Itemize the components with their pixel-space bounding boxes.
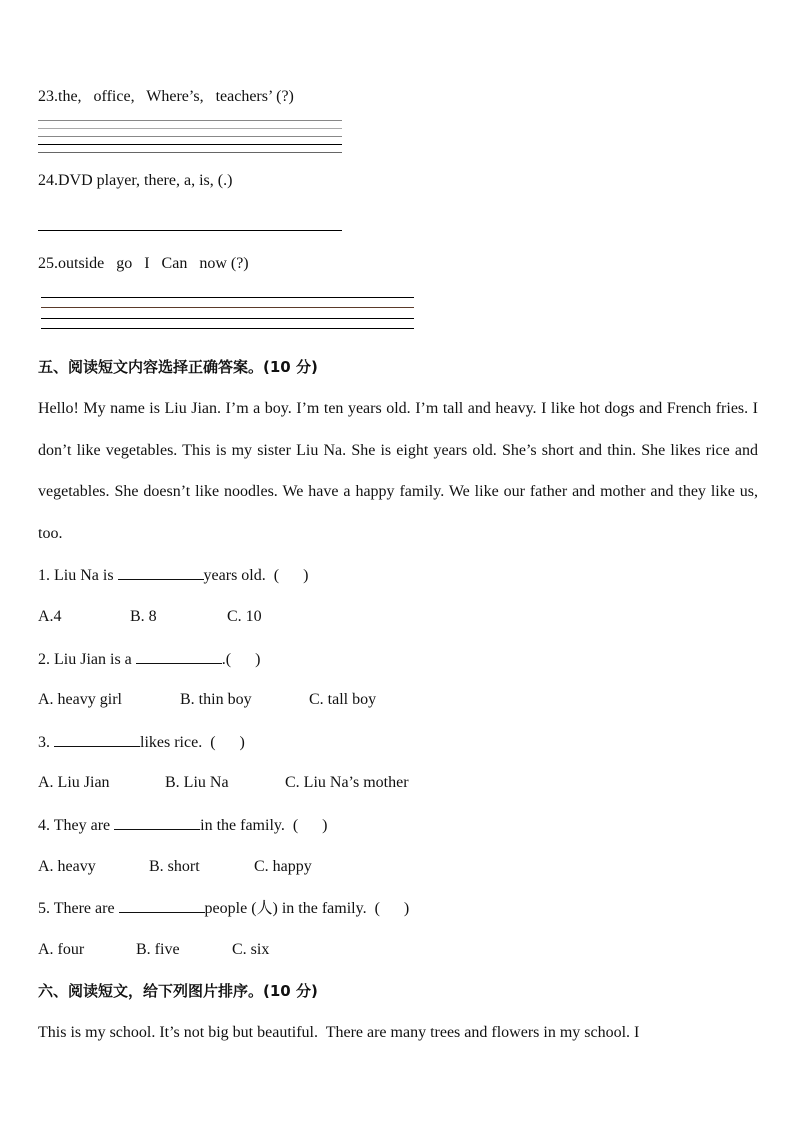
section-6-heading: 六、阅读短文，给下列图片排序。(10 分) [38, 982, 318, 1000]
question-number: 25. [38, 255, 58, 272]
options-1 [38, 607, 262, 627]
option-c[interactable]: C. six [232, 941, 270, 958]
question-number: 24. [38, 172, 58, 189]
reading-passage-2: This is my school. It’s not big but beautiful. There are many trees and flowers in my school. I [38, 1024, 640, 1041]
answer-line[interactable] [38, 152, 342, 153]
question-3: 3. likes rice. ( ) [38, 734, 245, 751]
answer-line[interactable] [41, 318, 414, 319]
option-a[interactable]: A. Liu Jian [38, 774, 110, 791]
question-2: 2. Liu Jian is a .( ) [38, 651, 261, 668]
option-a[interactable]: A. four [38, 941, 85, 958]
option-b[interactable]: B. Liu Na [165, 774, 229, 791]
answer-blank[interactable] [118, 565, 204, 580]
answer-line[interactable] [38, 128, 342, 129]
answer-line[interactable] [38, 120, 342, 121]
answer-line[interactable] [38, 144, 342, 145]
answer-line[interactable] [41, 307, 414, 308]
answer-line[interactable] [41, 328, 414, 329]
option-c[interactable]: C. happy [254, 858, 312, 875]
option-b[interactable]: B. thin boy [180, 691, 252, 708]
option-c[interactable]: C. 10 [227, 608, 262, 625]
question-24 [38, 171, 232, 191]
option-b[interactable]: B. five [136, 941, 180, 958]
section-5-heading: 五、阅读短文内容选择正确答案。(10 分) [38, 358, 318, 376]
option-c[interactable]: C. tall boy [309, 691, 377, 708]
question-number: 23. [38, 88, 58, 105]
option-a[interactable]: A.4 [38, 608, 62, 625]
options-4 [38, 857, 312, 877]
option-b[interactable]: B. 8 [130, 608, 157, 625]
question-25 [38, 254, 249, 274]
scrambled-words: the, office, Where’s, teachers’ (?) [58, 88, 294, 105]
options-5 [38, 940, 269, 960]
answer-blank[interactable] [136, 649, 222, 664]
question-4: 4. They are in the family. ( ) [38, 817, 328, 834]
scrambled-words: DVD player, there, a, is, (.) [58, 172, 233, 189]
answer-line[interactable] [38, 230, 342, 231]
scrambled-words: outside go I Can now (?) [58, 255, 249, 272]
option-a[interactable]: A. heavy [38, 858, 96, 875]
options-2 [38, 690, 376, 710]
answer-line[interactable] [41, 297, 414, 298]
option-c[interactable]: C. Liu Na’s mother [285, 774, 409, 791]
question-23 [38, 87, 294, 107]
question-1: 1. Liu Na is years old. ( ) [38, 567, 309, 584]
options-3 [38, 773, 409, 793]
answer-blank[interactable] [119, 898, 205, 913]
option-a[interactable]: A. heavy girl [38, 691, 122, 708]
answer-line[interactable] [38, 136, 342, 137]
option-b[interactable]: B. short [149, 858, 200, 875]
reading-passage: Hello! My name is Liu Jian. I’m a boy. I’m ten years old. I’m tall and heavy. I like hot dogs and French fries. I don’t like vegetables. This is my sister Liu Na. She is eight years old. She’s short and thin. She likes rice and vegetables. She doesn’t like noodles. We have a happy family. We like our father and mother and they like us, too. [38, 400, 758, 542]
question-5: 5. There are people (人) in the family. ( ) [38, 900, 410, 917]
answer-blank[interactable] [54, 732, 140, 747]
answer-blank[interactable] [114, 815, 200, 830]
